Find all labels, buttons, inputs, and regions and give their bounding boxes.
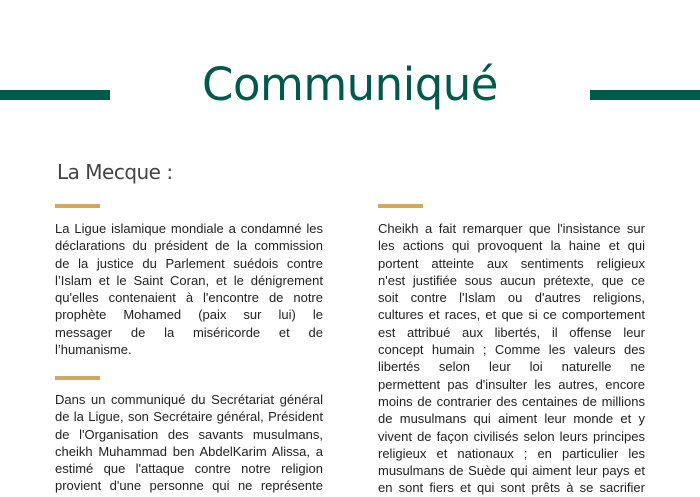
text-line: de la Ligue, son Secrétaire général, Président [55, 409, 323, 425]
text-line: portent atteinte aux sentiments religieux [378, 255, 645, 271]
text-line: est attribué aux libertés, il offense leur [378, 324, 645, 340]
left-paragraph-2 [55, 391, 323, 495]
text-line: cheikh Muhammad ben AbdelKarim Alissa, a [55, 443, 323, 459]
gold-divider [55, 376, 100, 380]
text-line: estimé que l'attaque contre notre religion [55, 461, 323, 477]
text-line: libertés selon leur loi naturelle ne [378, 359, 645, 375]
gold-divider [378, 204, 423, 208]
text-line: vivent de façon civilisés selon leurs principes [378, 428, 645, 444]
text-line: permettent pas d'insulter les autres, encore [378, 376, 645, 392]
text-line: La Ligue islamique mondiale a condamné les [55, 221, 323, 236]
text-line: l’humanisme. [55, 342, 132, 358]
text-line: prophète Mohamed (paix sur lui) le [55, 307, 323, 323]
page-title: Communiqué [202, 58, 498, 111]
text-line: les actions qui provoquent la haine et qui [378, 238, 645, 254]
text-line: Cheikh a fait remarquer que l'insistance sur [378, 221, 645, 236]
gold-divider [55, 204, 100, 208]
text-line: qu'elles contenaient à l'encontre de notre [55, 290, 323, 306]
text-line: provient d'une personne qui ne représente [55, 478, 323, 494]
text-line: moins de contrarier des centaines de millions [378, 393, 645, 409]
text-line: Dans un communiqué du Secrétariat général [55, 392, 323, 407]
text-line: de l'Organisation des savants musulmans, [55, 426, 323, 442]
text-line: de musulmans qui aiment leur monde et y [378, 411, 645, 427]
text-line: religieux et nationaux ; en particulier les [378, 445, 645, 461]
text-line: musulmans de Suède qui aiment leur pays et [378, 463, 645, 479]
text-line: de la justice du Parlement suédois contre [55, 255, 323, 271]
text-line: déclarations du président de la commission [55, 238, 323, 254]
text-line: concept humain ; Comme les valeurs des [378, 342, 645, 358]
text-line: messager de la miséricorde et de [55, 324, 323, 340]
text-line: cultures et races, et que si ce comportement [378, 307, 645, 323]
dateline: La Mecque : [57, 160, 173, 184]
text-line: n'est justifiée sous aucun prétexte, que ce [378, 272, 645, 288]
text-line: en sont fiers et qui sont prêts à se sacrifier [378, 480, 645, 496]
text-line: soit contre l'Islam ou d'autres religions, [378, 290, 645, 306]
left-paragraph-1 [55, 220, 323, 358]
text-line: l’Islam et le Saint Coran, et le dénigrement [55, 272, 323, 288]
right-paragraph-1 [378, 220, 645, 497]
